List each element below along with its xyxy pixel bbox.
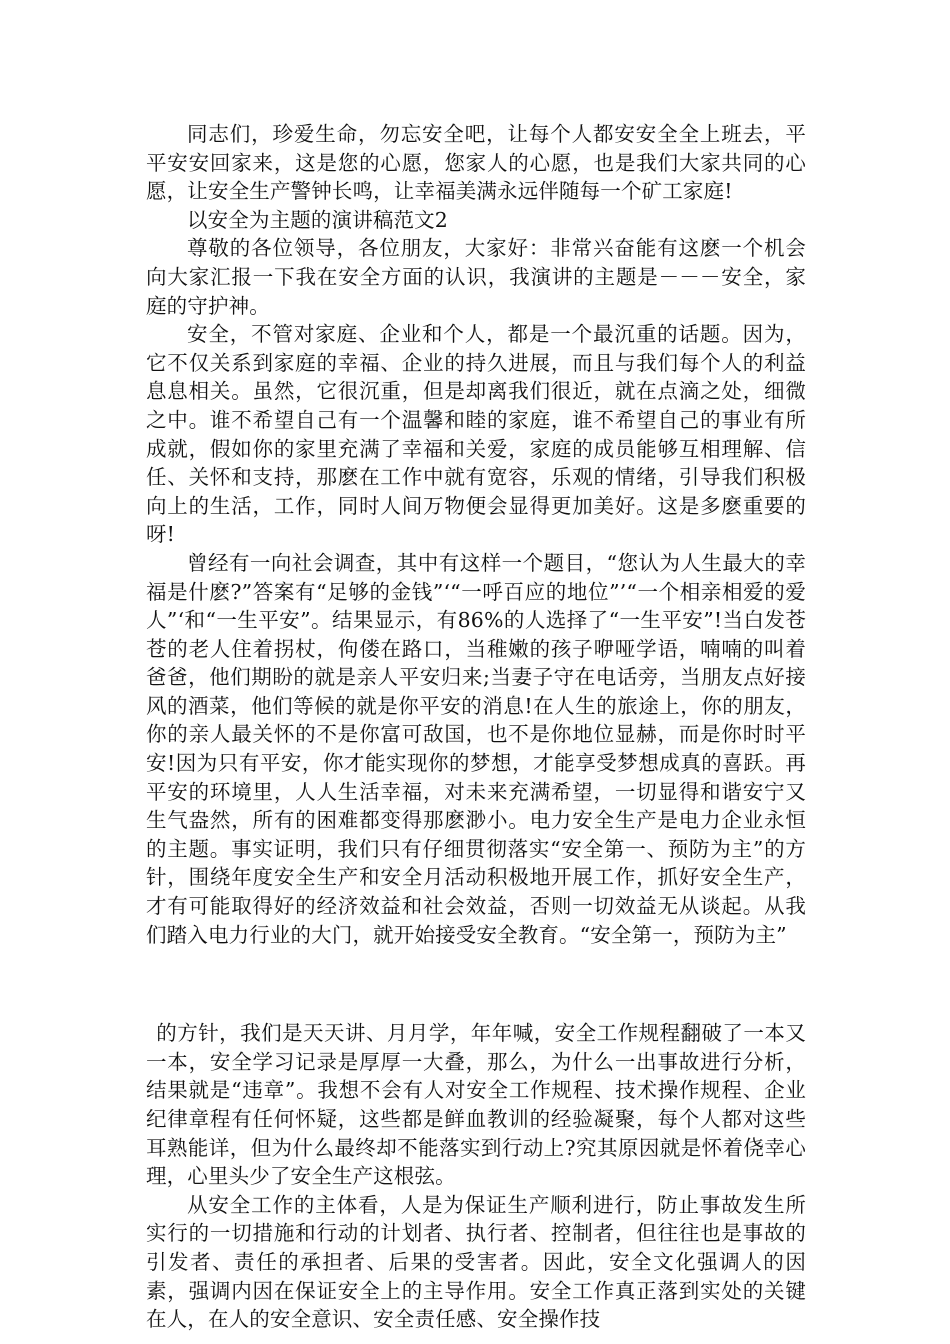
- paragraph-safety-family: 安全，不管对家庭、企业和个人，都是一个最沉重的话题。因为，它不仅关系到家庭的幸福、企业的持久进展，而且与我们每个人的利益息息相关。虽然，它很沉重，但是却离我们很近，就在点滴之处，细微之中。谁不希望自己有一个温馨和睦的家庭，谁不希望自己的事业有所成就，假如你的家里充满了幸福和关爱，家庭的成员能够互相理解、信任、关怀和支持，那麽在工作中就有宽容，乐观的情绪，引导我们积极向上的生活，工作，同时人间万物便会显得更加美好。这是多麽重要的呀!: [146, 322, 806, 547]
- paragraph-survey: 曾经有一向社会调查，其中有这样一个题目，“您认为人生最大的幸福是什麽?”答案有“足够的金钱”‘“一呼百应的地位”’“一个相亲相爱的爱人”‘和“一生平安”。结果显示，有86%的人选择了“一生平安”!当白发苍苍的老人住着拐杖，佝偻在路口，当稚嫩的孩子咿哑学语，喃喃的叫着爸爸，他们期盼的就是亲人平安归来;当妻子守在电话旁，当朋友点好接风的酒菜，他们等候的就是你平安的消息!在人生的旅途上，你的朋友，你的亲人最关怀的不是你富可敌国，也不是你地位显赫，而是你时时平安!因为只有平安，你才能实现你的梦想，才能享受梦想成真的喜跃。再平安的环境里，人人生活幸福，对未来充满希望，一切显得和谐安宁又生气盎然，所有的困难都变得那麽渺小。电力安全生产是电力企业永恒的主题。事实证明，我们只有仔细贯彻落实“安全第一、预防为主”的方针，围绕年度安全生产和安全月活动积极地开展工作，抓好安全生产，才有可能取得好的经济效益和社会效益，否则一切效益无从谈起。从我们踏入电力行业的大门，就开始接受安全教育。“安全第一，预防为主”: [146, 550, 806, 947]
- section-title: 以安全为主题的演讲稿范文2: [187, 207, 448, 232]
- paragraph-continued-policy: 的方针，我们是天天讲、月月学，年年喊，安全工作规程翻破了一本又一本，安全学习记录是厚厚一大叠，那么，为什么一出事故进行分析，结果就是“违章”。我想不会有人对安全工作规程、技术操作规程、企业纪律章程有任何怀疑，这些都是鲜血教训的经验凝聚，每个人都对这些耳熟能详，但为什么最终却不能落实到行动上?究其原因就是怀着侥幸心理，心里头少了安全生产这根弦。: [146, 1021, 806, 1189]
- paragraph-closing-remarks: 同志们，珍爱生命，勿忘安全吧，让每个人都安安全全上班去，平平安安回家来，这是您的心愿，您家人的心愿，也是我们大家共同的心愿，让安全生产警钟长鸣，让幸福美满永远伴随每一个矿工家庭!: [146, 122, 806, 204]
- document-page: [146, 120, 806, 1334]
- paragraph-human-factor: 从安全工作的主体看，人是为保证生产顺利进行，防止事故发生所实行的一切措施和行动的计划者、执行者、控制者，但往往也是事故的引发者、责任的承担者、后果的受害者。因此，安全文化强调人的因素，强调内因在保证安全上的主导作用。安全工作真正落到实处的关键在人，在人的安全意识、安全责任感、安全操作技: [146, 1192, 806, 1332]
- page-break-gap: [146, 949, 806, 1019]
- paragraph-greeting: 尊敬的各位领导，各位朋友，大家好：非常兴奋能有这麽一个机会向大家汇报一下我在安全方面的认识，我演讲的主题是－－－安全，家庭的守护神。: [146, 236, 806, 318]
